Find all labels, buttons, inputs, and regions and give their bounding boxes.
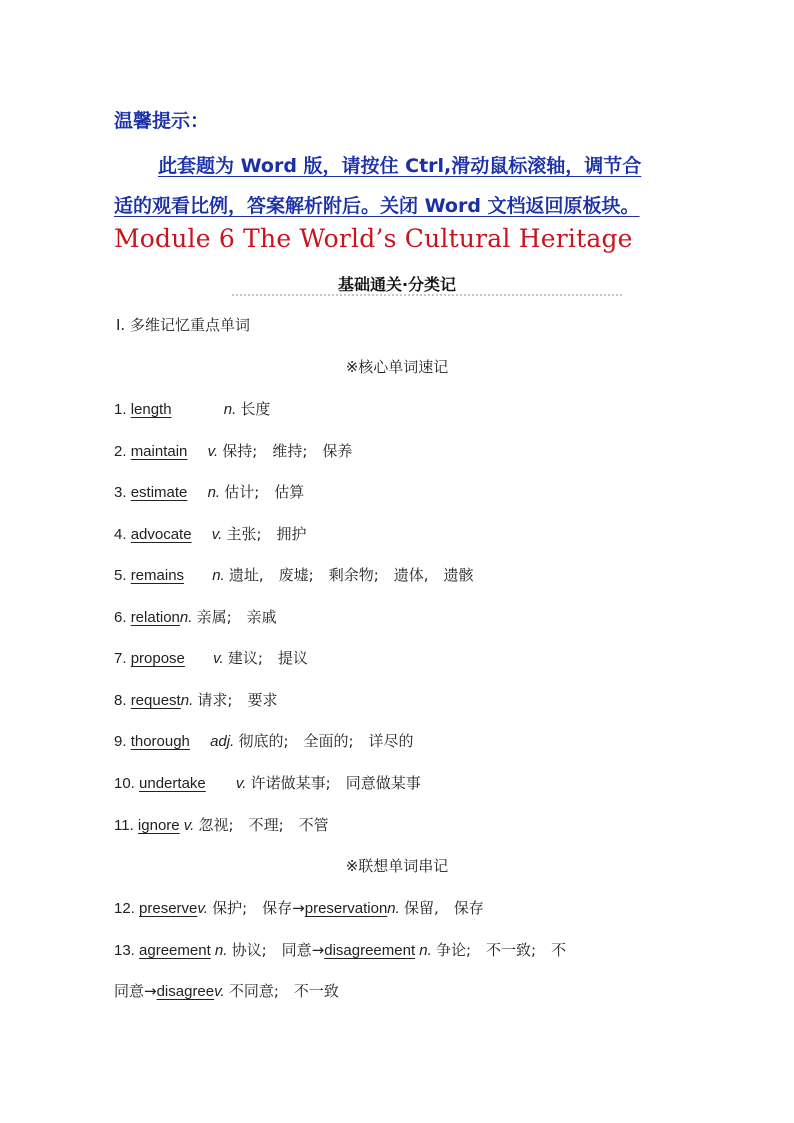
item-meaning: 协议; 同意→ — [231, 941, 325, 959]
item-number: 8. — [114, 692, 127, 709]
item-meaning: 主张; 拥护 — [226, 525, 307, 543]
item-meaning: 许诺做某事; 同意做某事 — [250, 774, 421, 792]
item-number: 4. — [114, 526, 127, 543]
list-item — [114, 939, 566, 960]
item-meaning: 保护; 保存→ — [212, 899, 305, 917]
tip-body — [114, 146, 694, 226]
item-derived-pos: n. — [387, 900, 400, 917]
item-meaning: 亲属; 亲戚 — [196, 608, 277, 626]
item-pos: v. — [183, 817, 195, 834]
item-number: 12. — [114, 900, 135, 917]
tip-line-2: 适的观看比例，答案解析附后。关闭 Word 文档返回原板块。 — [114, 195, 640, 217]
tip-line-1: 此套题为 Word 版，请按住 Ctrl,滑动鼠标滚轴，调节合 — [158, 155, 642, 177]
item-number: 2. — [114, 443, 127, 460]
tip-title: 温馨提示： — [114, 110, 210, 132]
item-derived-meaning: 保留, 保存 — [403, 899, 484, 917]
list-item — [114, 440, 352, 461]
item-meaning: 建议; 提议 — [227, 649, 308, 667]
list-item — [114, 814, 329, 835]
item-pos: n. — [223, 401, 237, 418]
item-pos: v. — [197, 900, 208, 917]
item-derived-word: disagree — [156, 983, 215, 1000]
item-word: estimate — [130, 484, 188, 501]
item-meaning: 遗址, 废墟; 剩余物; 遗体, 遗骸 — [228, 566, 474, 584]
item-number: 9. — [114, 733, 127, 750]
item-meaning: 长度 — [240, 400, 271, 418]
item-pos: n. — [180, 692, 194, 709]
item-word: preserve — [139, 900, 198, 917]
item-number: 10. — [114, 775, 135, 792]
dotted-divider — [232, 294, 622, 296]
item-word: undertake — [139, 775, 206, 792]
item-word: advocate — [130, 526, 192, 543]
item-number: 1. — [114, 401, 127, 418]
item-number: 13. — [114, 942, 135, 959]
item-pos: adj. — [210, 733, 235, 750]
item-meaning: 请求; 要求 — [197, 691, 278, 709]
list-item — [114, 523, 307, 544]
item-pos: v. — [207, 443, 219, 460]
section-heading: Ⅰ. 多维记忆重点单词 — [116, 316, 250, 334]
list-item — [114, 897, 484, 918]
list-item — [114, 689, 277, 710]
list-item — [114, 647, 308, 668]
list-item-continued — [114, 980, 339, 1001]
item-pos: n. — [179, 609, 193, 626]
item-word: maintain — [130, 443, 188, 460]
item-pos: v. — [213, 650, 224, 667]
list-item — [114, 564, 474, 585]
item-number: 6. — [114, 609, 127, 626]
list-item — [114, 481, 304, 502]
item-word: length — [130, 401, 172, 418]
item-word: relation — [130, 609, 180, 626]
item-number: 7. — [114, 650, 127, 667]
item-pos: n. — [207, 484, 221, 501]
item-number: 11. — [114, 817, 134, 834]
module-title: Module 6 The World’s Cultural Heritage — [114, 224, 633, 253]
item-word: thorough — [130, 733, 190, 750]
section-title: 基础通关·分类记 — [337, 275, 457, 294]
item-pos: n. — [214, 942, 228, 959]
item-number: 3. — [114, 484, 127, 501]
item-pos: v. — [211, 526, 223, 543]
item-derived-word: disagreement — [324, 942, 416, 959]
item-word: request — [130, 692, 181, 709]
item-derived-word: preservation — [304, 900, 388, 917]
item-pos: v. — [235, 775, 247, 792]
item-pos: n. — [212, 567, 225, 584]
item-derived-meaning: 不同意; 不一致 — [228, 982, 339, 1000]
item-meaning: 估计; 估算 — [224, 483, 305, 501]
item-word: propose — [130, 650, 185, 667]
item-number: 5. — [114, 567, 127, 584]
list-item — [114, 730, 414, 751]
item-derived-meaning: 争论; 不一致; 不 — [435, 941, 567, 959]
list-item — [114, 606, 277, 627]
item-word: agreement — [139, 942, 211, 959]
item-continuation: 同意→ — [114, 982, 157, 1000]
item-meaning: 保持; 维持; 保养 — [222, 442, 353, 460]
item-word: ignore — [137, 817, 180, 834]
list-item — [114, 398, 270, 419]
item-meaning: 彻底的; 全面的; 详尽的 — [238, 732, 414, 750]
list-item — [114, 772, 421, 793]
subheading-core-words: ※核心单词速记 — [345, 358, 449, 376]
item-derived-pos: v. — [214, 983, 225, 1000]
item-word: remains — [130, 567, 185, 584]
item-derived-pos: n. — [419, 942, 432, 959]
item-meaning: 忽视; 不理; 不管 — [198, 816, 329, 834]
subheading-association-words: ※联想单词串记 — [345, 857, 449, 875]
